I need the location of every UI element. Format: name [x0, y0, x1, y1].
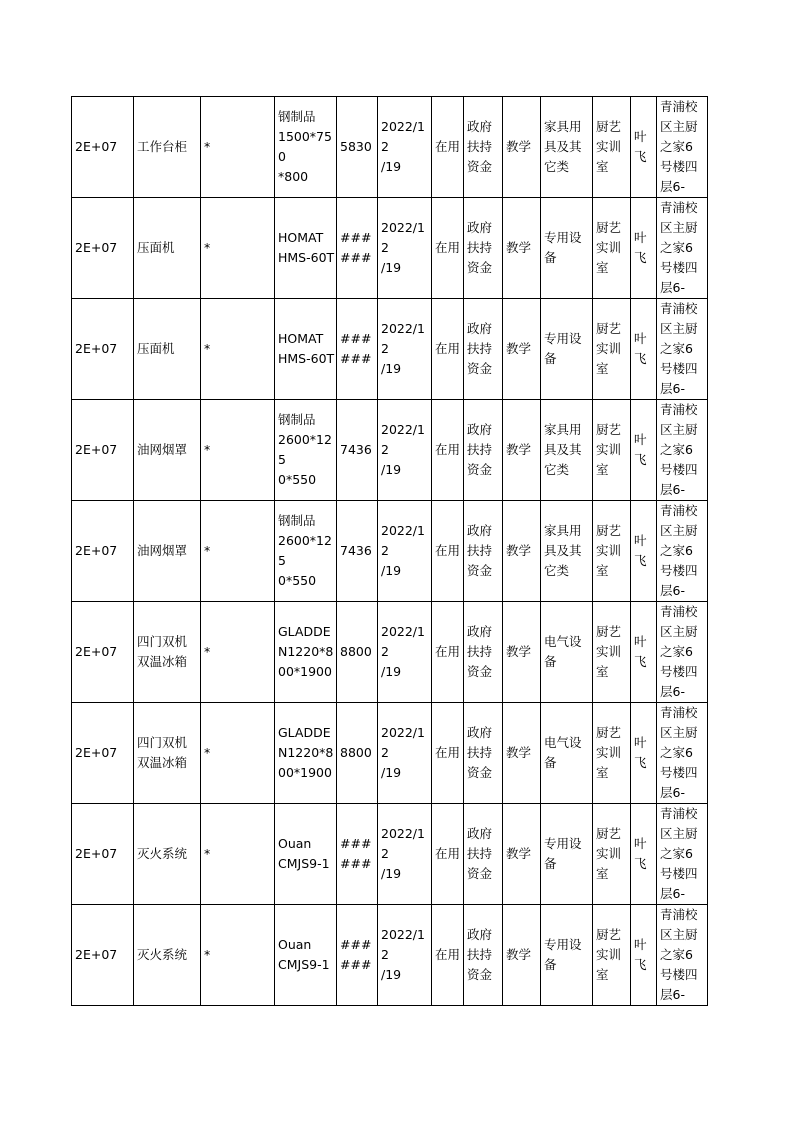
cell-category: 专用设 备	[541, 198, 593, 299]
cell-location: 青浦校 区主厨 之家6 号楼四 层6-	[657, 299, 708, 400]
cell-department: 厨艺 实训 室	[593, 703, 631, 804]
cell-asset-name: 压面机	[134, 198, 201, 299]
cell-mark: *	[201, 602, 275, 703]
cell-value: 7436	[337, 501, 378, 602]
cell-funding-source: 政府 扶持 资金	[464, 400, 503, 501]
cell-model: GLADDE N1220*8 00*1900	[275, 602, 337, 703]
cell-status: 在用	[432, 400, 464, 501]
table-row	[72, 905, 708, 1006]
cell-date: 2022/12 /19	[378, 400, 432, 501]
cell-keeper: 叶 飞	[631, 703, 657, 804]
cell-value: 7436	[337, 400, 378, 501]
cell-usage: 教学	[503, 299, 541, 400]
cell-location: 青浦校 区主厨 之家6 号楼四 层6-	[657, 905, 708, 1006]
cell-funding-source: 政府 扶持 资金	[464, 299, 503, 400]
table-row	[72, 299, 708, 400]
cell-date: 2022/12 /19	[378, 198, 432, 299]
cell-asset-id: 2E+07	[72, 804, 134, 905]
cell-model: HOMAT HMS-60T	[275, 198, 337, 299]
cell-category: 家具用 具及其 它类	[541, 400, 593, 501]
cell-location: 青浦校 区主厨 之家6 号楼四 层6-	[657, 602, 708, 703]
cell-model: Ouan CMJS9-1	[275, 804, 337, 905]
cell-value: 8800	[337, 602, 378, 703]
cell-funding-source: 政府 扶持 资金	[464, 804, 503, 905]
cell-asset-name: 灭火系统	[134, 905, 201, 1006]
cell-asset-name: 四门双机 双温冰箱	[134, 602, 201, 703]
cell-status: 在用	[432, 198, 464, 299]
cell-model: 钢制品 2600*125 0*550	[275, 400, 337, 501]
cell-category: 家具用 具及其 它类	[541, 97, 593, 198]
cell-department: 厨艺 实训 室	[593, 400, 631, 501]
cell-funding-source: 政府 扶持 资金	[464, 703, 503, 804]
cell-usage: 教学	[503, 400, 541, 501]
cell-mark: *	[201, 198, 275, 299]
cell-department: 厨艺 实训 室	[593, 198, 631, 299]
cell-location: 青浦校 区主厨 之家6 号楼四 层6-	[657, 703, 708, 804]
cell-value: ######	[337, 804, 378, 905]
cell-funding-source: 政府 扶持 资金	[464, 198, 503, 299]
cell-status: 在用	[432, 602, 464, 703]
cell-location: 青浦校 区主厨 之家6 号楼四 层6-	[657, 198, 708, 299]
cell-keeper: 叶 飞	[631, 905, 657, 1006]
cell-usage: 教学	[503, 198, 541, 299]
cell-keeper: 叶 飞	[631, 804, 657, 905]
cell-funding-source: 政府 扶持 资金	[464, 97, 503, 198]
cell-mark: *	[201, 703, 275, 804]
cell-funding-source: 政府 扶持 资金	[464, 602, 503, 703]
cell-status: 在用	[432, 905, 464, 1006]
cell-location: 青浦校 区主厨 之家6 号楼四 层6-	[657, 97, 708, 198]
cell-keeper: 叶 飞	[631, 400, 657, 501]
table-body	[72, 97, 708, 1006]
cell-keeper: 叶 飞	[631, 602, 657, 703]
cell-usage: 教学	[503, 804, 541, 905]
cell-category: 电气设 备	[541, 703, 593, 804]
cell-asset-id: 2E+07	[72, 703, 134, 804]
cell-value: ######	[337, 905, 378, 1006]
cell-funding-source: 政府 扶持 资金	[464, 905, 503, 1006]
cell-usage: 教学	[503, 97, 541, 198]
cell-mark: *	[201, 804, 275, 905]
cell-keeper: 叶 飞	[631, 97, 657, 198]
table-row	[72, 501, 708, 602]
cell-status: 在用	[432, 97, 464, 198]
cell-value: ######	[337, 198, 378, 299]
cell-mark: *	[201, 400, 275, 501]
cell-location: 青浦校 区主厨 之家6 号楼四 层6-	[657, 501, 708, 602]
cell-asset-id: 2E+07	[72, 400, 134, 501]
cell-category: 家具用 具及其 它类	[541, 501, 593, 602]
cell-asset-id: 2E+07	[72, 198, 134, 299]
cell-date: 2022/12 /19	[378, 602, 432, 703]
cell-value: 5830	[337, 97, 378, 198]
cell-category: 专用设 备	[541, 804, 593, 905]
table-row	[72, 400, 708, 501]
cell-date: 2022/12 /19	[378, 501, 432, 602]
cell-asset-name: 灭火系统	[134, 804, 201, 905]
cell-mark: *	[201, 97, 275, 198]
cell-model: Ouan CMJS9-1	[275, 905, 337, 1006]
cell-status: 在用	[432, 299, 464, 400]
cell-asset-name: 工作台柜	[134, 97, 201, 198]
cell-asset-name: 油网烟罩	[134, 501, 201, 602]
cell-status: 在用	[432, 501, 464, 602]
cell-department: 厨艺 实训 室	[593, 299, 631, 400]
cell-date: 2022/12 /19	[378, 905, 432, 1006]
cell-date: 2022/12 /19	[378, 299, 432, 400]
cell-funding-source: 政府 扶持 资金	[464, 501, 503, 602]
cell-date: 2022/12 /19	[378, 97, 432, 198]
cell-keeper: 叶 飞	[631, 501, 657, 602]
table-row	[72, 602, 708, 703]
cell-model: HOMAT HMS-60T	[275, 299, 337, 400]
cell-status: 在用	[432, 804, 464, 905]
cell-asset-id: 2E+07	[72, 905, 134, 1006]
cell-keeper: 叶 飞	[631, 198, 657, 299]
cell-asset-name: 压面机	[134, 299, 201, 400]
cell-category: 电气设 备	[541, 602, 593, 703]
cell-value: ######	[337, 299, 378, 400]
table-row	[72, 804, 708, 905]
cell-usage: 教学	[503, 501, 541, 602]
cell-location: 青浦校 区主厨 之家6 号楼四 层6-	[657, 804, 708, 905]
cell-date: 2022/12 /19	[378, 804, 432, 905]
table-row	[72, 198, 708, 299]
cell-keeper: 叶 飞	[631, 299, 657, 400]
cell-location: 青浦校 区主厨 之家6 号楼四 层6-	[657, 400, 708, 501]
cell-model: GLADDE N1220*8 00*1900	[275, 703, 337, 804]
cell-asset-id: 2E+07	[72, 299, 134, 400]
asset-table	[71, 96, 708, 1006]
cell-model: 钢制品 2600*125 0*550	[275, 501, 337, 602]
cell-usage: 教学	[503, 703, 541, 804]
cell-model: 钢制品 1500*750 *800	[275, 97, 337, 198]
cell-asset-name: 四门双机 双温冰箱	[134, 703, 201, 804]
cell-asset-name: 油网烟罩	[134, 400, 201, 501]
cell-department: 厨艺 实训 室	[593, 602, 631, 703]
cell-department: 厨艺 实训 室	[593, 905, 631, 1006]
cell-date: 2022/12 /19	[378, 703, 432, 804]
cell-asset-id: 2E+07	[72, 501, 134, 602]
cell-asset-id: 2E+07	[72, 602, 134, 703]
cell-asset-id: 2E+07	[72, 97, 134, 198]
cell-department: 厨艺 实训 室	[593, 804, 631, 905]
cell-status: 在用	[432, 703, 464, 804]
cell-mark: *	[201, 501, 275, 602]
cell-mark: *	[201, 905, 275, 1006]
cell-department: 厨艺 实训 室	[593, 501, 631, 602]
cell-category: 专用设 备	[541, 299, 593, 400]
cell-mark: *	[201, 299, 275, 400]
table-row	[72, 703, 708, 804]
cell-value: 8800	[337, 703, 378, 804]
cell-usage: 教学	[503, 905, 541, 1006]
table-row	[72, 97, 708, 198]
cell-department: 厨艺 实训 室	[593, 97, 631, 198]
cell-category: 专用设 备	[541, 905, 593, 1006]
cell-usage: 教学	[503, 602, 541, 703]
